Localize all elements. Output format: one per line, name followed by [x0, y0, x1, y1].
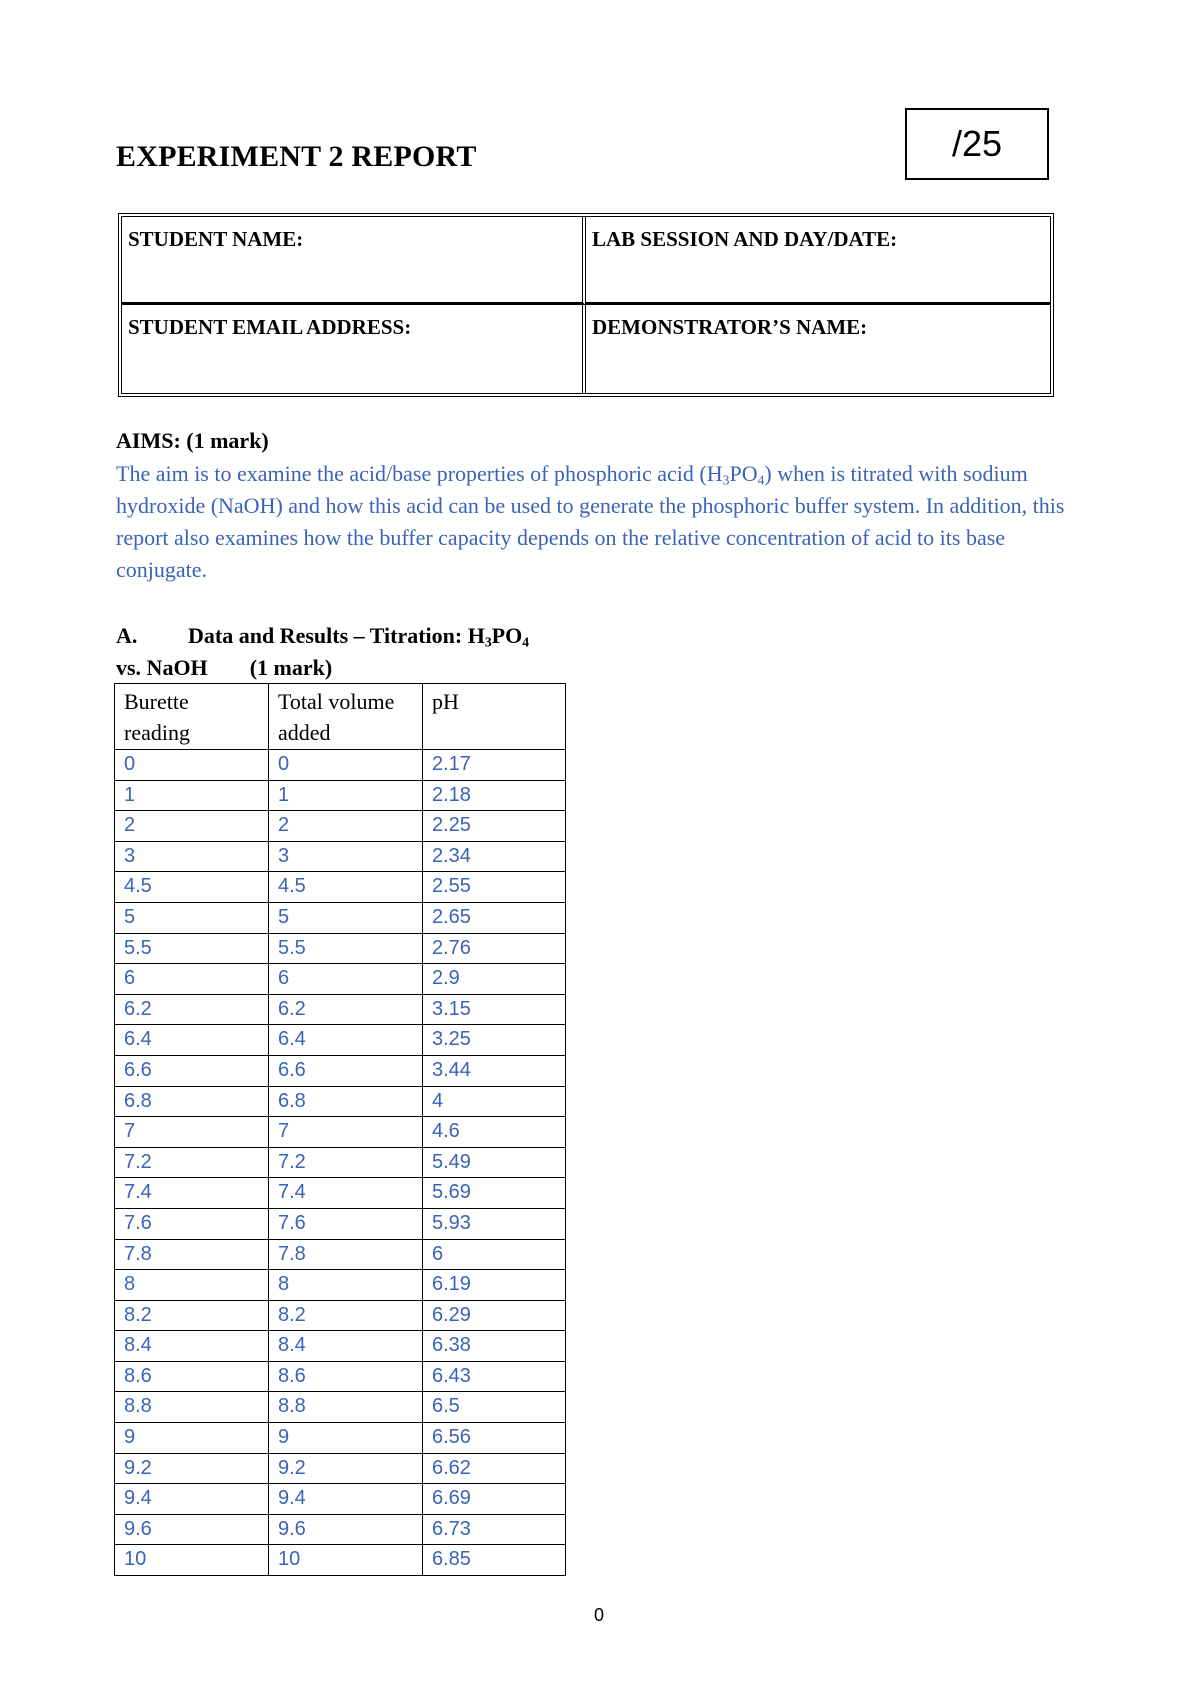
aims-subscript: 4: [757, 472, 765, 488]
section-mark: (1 mark): [249, 655, 333, 680]
table-cell: 4.6: [423, 1117, 566, 1148]
table-cell: 7.4: [115, 1178, 269, 1209]
table-cell: 6: [423, 1239, 566, 1270]
table-cell: 6.2: [115, 994, 269, 1025]
section-subscript: 3: [484, 634, 492, 650]
table-cell: 6.19: [423, 1270, 566, 1301]
table-cell: 2.34: [423, 841, 566, 872]
titration-table-body: [115, 750, 566, 1576]
table-cell: 6.43: [423, 1361, 566, 1392]
table-row: [115, 1545, 566, 1576]
table-cell: 6.62: [423, 1453, 566, 1484]
table-cell: 9: [115, 1423, 269, 1454]
table-row: [115, 1239, 566, 1270]
table-cell: 2.76: [423, 933, 566, 964]
column-header: pH: [423, 684, 566, 750]
table-cell: 3: [115, 841, 269, 872]
table-cell: 8.4: [269, 1331, 423, 1362]
table-row: [115, 1300, 566, 1331]
table-cell: 4.5: [269, 872, 423, 903]
table-cell: 2.9: [423, 964, 566, 995]
titration-table: [114, 683, 566, 1576]
table-cell: 2.17: [423, 750, 566, 781]
student-email-field[interactable]: STUDENT EMAIL ADDRESS:: [122, 305, 586, 393]
table-cell: 9.6: [269, 1514, 423, 1545]
table-cell: 5.5: [269, 933, 423, 964]
table-cell: 8.4: [115, 1331, 269, 1362]
table-row: [115, 933, 566, 964]
table-cell: 7.2: [269, 1147, 423, 1178]
section-title-part: vs. NaOH: [116, 655, 208, 680]
aims-subscript: 3: [722, 472, 730, 488]
table-cell: 6.73: [423, 1514, 566, 1545]
table-cell: 7: [269, 1117, 423, 1148]
table-cell: 6.5: [423, 1392, 566, 1423]
table-row: [115, 1484, 566, 1515]
table-cell: 2: [115, 811, 269, 842]
table-cell: 8.2: [269, 1300, 423, 1331]
column-header: Burette reading: [115, 684, 269, 750]
table-cell: 9.4: [269, 1484, 423, 1515]
table-row: [115, 902, 566, 933]
table-cell: 6.85: [423, 1545, 566, 1576]
table-cell: 3.25: [423, 1025, 566, 1056]
table-cell: 7: [115, 1117, 269, 1148]
aims-text-part: The aim is to examine the acid/base properties of phosphoric acid (H: [116, 461, 723, 486]
table-cell: 9.6: [115, 1514, 269, 1545]
table-cell: 10: [269, 1545, 423, 1576]
table-row: [115, 1423, 566, 1454]
table-cell: 5: [269, 902, 423, 933]
table-row: [115, 872, 566, 903]
table-row: [115, 1392, 566, 1423]
table-cell: 6.29: [423, 1300, 566, 1331]
table-cell: 5.5: [115, 933, 269, 964]
table-cell: 0: [269, 750, 423, 781]
aims-text-part: ) when is titrated with sodium hydroxide (NaOH) and how this acid can be used to generate the phosphoric buffer system. In addition, this report also examines how the buffer capacity depends on the relative concentration of acid to its base conjugate.: [116, 461, 1065, 582]
table-cell: 7.4: [269, 1178, 423, 1209]
table-row: [115, 994, 566, 1025]
table-cell: 2.65: [423, 902, 566, 933]
table-cell: 6.38: [423, 1331, 566, 1362]
table-row: [115, 1208, 566, 1239]
table-row: [115, 1270, 566, 1301]
table-cell: 6.6: [269, 1055, 423, 1086]
table-row: [115, 1025, 566, 1056]
table-cell: 5.93: [423, 1208, 566, 1239]
table-cell: 6.56: [423, 1423, 566, 1454]
table-cell: 6: [269, 964, 423, 995]
lab-session-field[interactable]: LAB SESSION AND DAY/DATE:: [586, 217, 1050, 305]
table-cell: 3: [269, 841, 423, 872]
aims-text: [116, 458, 1086, 586]
table-cell: 9.2: [115, 1453, 269, 1484]
table-row: [115, 811, 566, 842]
table-cell: 9: [269, 1423, 423, 1454]
demonstrator-name-field[interactable]: DEMONSTRATOR’S NAME:: [592, 315, 868, 339]
table-cell: 7.6: [115, 1208, 269, 1239]
table-cell: 6.4: [115, 1025, 269, 1056]
table-cell: 1: [269, 780, 423, 811]
table-cell: 6.6: [115, 1055, 269, 1086]
table-row: [115, 1055, 566, 1086]
table-row: [115, 780, 566, 811]
table-cell: 4: [423, 1086, 566, 1117]
table-cell: 8.6: [115, 1361, 269, 1392]
table-row: [115, 1178, 566, 1209]
table-cell: 6.8: [115, 1086, 269, 1117]
table-cell: 8.2: [115, 1300, 269, 1331]
table-cell: 8: [269, 1270, 423, 1301]
table-cell: 7.8: [115, 1239, 269, 1270]
table-cell: 6.69: [423, 1484, 566, 1515]
table-cell: 5: [115, 902, 269, 933]
section-letter: A.: [116, 623, 138, 648]
table-cell: 2.55: [423, 872, 566, 903]
aims-heading: AIMS: (1 mark): [116, 428, 269, 453]
table-row: [115, 1331, 566, 1362]
table-cell: 2.18: [423, 780, 566, 811]
table-cell: 7.8: [269, 1239, 423, 1270]
table-cell: 7.2: [115, 1147, 269, 1178]
table-cell: 5.49: [423, 1147, 566, 1178]
table-row: [115, 1453, 566, 1484]
table-cell: 3.15: [423, 994, 566, 1025]
section-title-part: PO: [491, 623, 523, 648]
table-row: [115, 1147, 566, 1178]
table-cell: 0: [115, 750, 269, 781]
report-title: EXPERIMENT 2 REPORT: [116, 140, 477, 173]
table-cell: 6.8: [269, 1086, 423, 1117]
table-cell: 9.2: [269, 1453, 423, 1484]
table-cell: 9.4: [115, 1484, 269, 1515]
table-cell: 6: [115, 964, 269, 995]
student-name-field[interactable]: STUDENT NAME:: [122, 217, 586, 305]
student-info-table: [118, 213, 1054, 397]
table-cell: 6.4: [269, 1025, 423, 1056]
table-cell: 8.8: [269, 1392, 423, 1423]
table-row: [115, 1086, 566, 1117]
table-cell: 1: [115, 780, 269, 811]
table-cell: 2.25: [423, 811, 566, 842]
column-header: Total volume added: [269, 684, 423, 750]
table-row: [115, 841, 566, 872]
table-cell: 3.44: [423, 1055, 566, 1086]
table-cell: 4.5: [115, 872, 269, 903]
table-row: [115, 964, 566, 995]
table-cell: 6.2: [269, 994, 423, 1025]
section-subscript: 4: [522, 634, 530, 650]
table-cell: 8.8: [115, 1392, 269, 1423]
table-cell: 10: [115, 1545, 269, 1576]
aims-text-part: PO: [729, 461, 758, 486]
section-title-part: Data and Results – Titration: H: [188, 623, 485, 648]
table-row: [115, 1361, 566, 1392]
table-row: [115, 750, 566, 781]
table-cell: 8: [115, 1270, 269, 1301]
table-row: [115, 1117, 566, 1148]
table-cell: 5.69: [423, 1178, 566, 1209]
page-number: 0: [594, 1605, 605, 1625]
table-row: [115, 1514, 566, 1545]
table-cell: 2: [269, 811, 423, 842]
score-box: /25: [905, 108, 1049, 180]
table-cell: 8.6: [269, 1361, 423, 1392]
table-cell: 7.6: [269, 1208, 423, 1239]
section-a-heading: [116, 620, 636, 684]
